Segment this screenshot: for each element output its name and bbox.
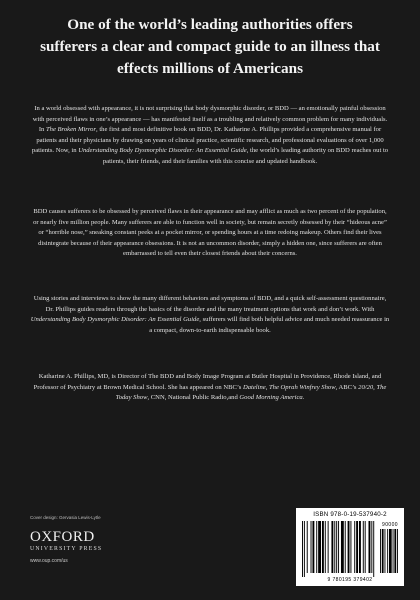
- show-dateline: Dateline: [242, 383, 266, 391]
- bdd-description-text: BDD causes sufferers to be obsessed by perceived flaws in their appearance and may afflict as much as two percent of the population, or nearly five million people. Many sufferers are able to function well in society, but remain secretly obsessed by their “hideous acne” or “horrible nose,” sneaking constant peeks at a pocket mirror, or spending hours at a time redoing makeup. Others find their lives disintegrate because of their appearance obsessions. It is not an uncommon disorder, simply a hidden one, since sufferers are often embarrassed to tell even their closest friends about their concerns.: [33, 208, 387, 258]
- publisher-url[interactable]: www.oup.com/us: [30, 558, 68, 564]
- guide-description-paragraph: [30, 294, 390, 336]
- book-title-understanding-bdd-2: Understanding Body Dysmorphic Disorder: An Essential Guide: [30, 316, 200, 324]
- book-title-understanding-bdd: Understanding Body Dysmorphic Disorder: An Essential Guide: [78, 147, 247, 155]
- isbn-digits: 9 780195 379402: [327, 577, 373, 583]
- show-oprah: The Oprah Winfrey Show: [268, 383, 336, 391]
- headline-line-1: One of the world’s leading authorities offers: [67, 16, 353, 33]
- publisher-subname: UNIVERSITY PRESS: [30, 546, 103, 552]
- intro-text-1: In a world obsessed with appearance, it is not surprising that body dysmorphic disorder, or BDD — an emotionally painful obsession with perceived flaws in one’s appearance — has manifested itself as a troubling and relatively common problem for many individuals. In: [32, 105, 388, 134]
- barcode-icon: [300, 521, 400, 577]
- intro-paragraph: [30, 104, 390, 168]
- cover-design-credit: Cover design: Gervasia Lewis-Lytle: [30, 515, 101, 520]
- bio-text-5: , CNN, National Public Radio,and: [147, 394, 240, 402]
- bio-text-2: ,: [265, 383, 269, 391]
- show-today: The Today Show: [115, 383, 387, 402]
- show-2020: 20/20: [358, 383, 374, 391]
- headline: [30, 14, 390, 80]
- bdd-description-paragraph: [30, 207, 390, 260]
- isbn-label: ISBN 978-0-19-537940-2: [313, 511, 387, 518]
- price-code: 90000: [382, 522, 398, 528]
- publisher-logo: [30, 530, 120, 564]
- isbn-barcode-block: [296, 508, 404, 586]
- bio-text-3: , ABC’s: [335, 383, 359, 391]
- book-title-broken-mirror: The Broken Mirror: [45, 126, 97, 134]
- bio-text-4: ,: [373, 383, 377, 391]
- guide-text-2: , sufferers will find both helpful advice and much needed reassurance in a compact, down-to-earth indispensable book.: [149, 316, 390, 334]
- headline-line-3: effects millions of Americans: [116, 60, 303, 77]
- author-bio-paragraph: [30, 372, 390, 404]
- bio-text-1: Katharine A. Phillips, MD, is Director of The BDD and Body Image Program at Butler Hospital in Providence, Rhode Island, and Professor of Psychiatry at Brown Medical School. She has appeared on NBC’s: [33, 373, 382, 391]
- publisher-name: OXFORD: [30, 529, 95, 545]
- guide-text-1: Using stories and interviews to show the many different behaviors and symptoms of BDD, and a quick self-assessment questionnaire, Dr. Phillips guides readers through the basics of the disorder and the many treatment options that work and don’t work. With: [33, 295, 387, 313]
- headline-line-2: sufferers a clear and compact guide to an illness that: [40, 38, 380, 55]
- show-good-morning-america: Good Morning America.: [239, 394, 305, 402]
- intro-text-2: , the first and most definitive book on BDD, Dr. Katharine A. Phillips provided a comprehensive manual for patients and their physicians by drawing on years of clinical practice, scientific research, and professional evaluations of over 1,000 patients. Now, in: [31, 126, 384, 155]
- intro-text-3: , the world’s leading authority on BDD reaches out to patients, their friends, and their families with this concise and updated handbook.: [102, 147, 389, 165]
